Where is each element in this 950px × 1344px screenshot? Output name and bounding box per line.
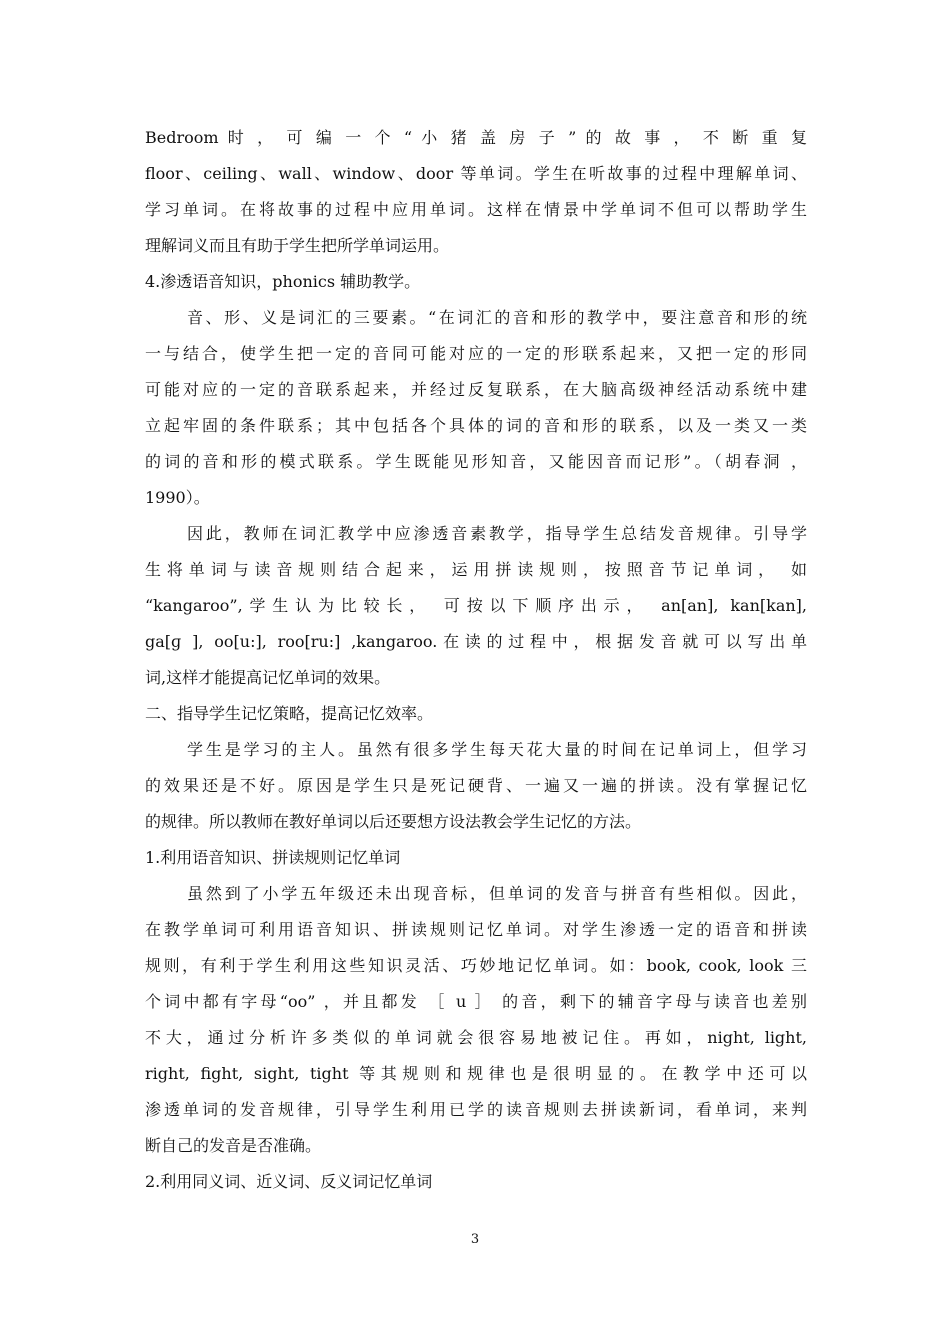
text-line: 音、形、义是词汇的三要素。“在词汇的音和形的教学中，要注意音和形的统 <box>187 308 807 327</box>
text-line: 理解词义而且有助于学生把所学单词运用。 <box>145 236 450 255</box>
document-body <box>145 120 807 1200</box>
text-line: 生将单词与读音规则结合起来，运用拼读规则，按照音节记单词， 如 <box>145 560 807 579</box>
text-line: 的规律。所以教师在教好单词以后还要想方设法教会学生记忆的方法。 <box>145 812 642 831</box>
text-line: 的效果还是不好。原因是学生只是死记硬背、一遍又一遍的拼读。没有掌握记忆 <box>145 776 807 795</box>
section-heading: 二、指导学生记忆策略，提高记忆效率。 <box>145 704 434 723</box>
text-line: 在教学单词可利用语音知识、拼读规则记忆单词。对学生渗透一定的语音和拼读 <box>145 920 807 939</box>
section-heading: 1.利用语音知识、拼读规则记忆单词 <box>145 848 401 867</box>
text-line: 不大，通过分析许多类似的单词就会很容易地被记住。再如，night, light, <box>145 1028 807 1047</box>
text-line: “kangaroo”,学生认为比较长， 可按以下顺序出示， an[an], kan[kan], <box>145 596 807 615</box>
text-line: right, fight, sight, tight 等其规则和规律也是很明显的。在教学中还可以 <box>145 1064 807 1083</box>
text-line: 词,这样才能提高记忆单词的效果。 <box>145 668 391 687</box>
text-line: 个词中都有字母“oo” ，并且都发 ［ u ］ 的音，剩下的辅音字母与读音也差别 <box>145 992 807 1011</box>
page-number: 3 <box>470 1232 480 1247</box>
section-heading: 4.渗透语音知识，phonics 辅助教学。 <box>145 272 421 291</box>
text-line: ga[ɡ ], oo[u:], roo[ru:] ,kangaroo.在读的过程中，根据发音就可以写出单 <box>145 632 807 651</box>
text-line: 立起牢固的条件联系；其中包括各个具体的词的音和形的联系，以及一类又一类 <box>145 416 807 435</box>
text-line: 可能对应的一定的音联系起来，并经过反复联系，在大脑高级神经活动系统中建 <box>145 380 807 399</box>
text-line: Bedroom 时 ， 可 编 一 个 “ 小 猪 盖 房 子 ” 的 故 事 ， 不 断 重 复 <box>145 128 807 147</box>
text-line: 1990）。 <box>145 488 210 507</box>
text-line: 渗透单词的发音规律，引导学生利用已学的读音规则去拼读新词，看单词，来判 <box>145 1100 807 1119</box>
text-line: 断自己的发音是否准确。 <box>145 1136 322 1155</box>
text-line: 的词的音和形的模式联系。学生既能见形知音，又能因音而记形”。（胡春洞 ， <box>145 452 807 471</box>
text-line: 学习单词。在将故事的过程中应用单词。这样在情景中学单词不但可以帮助学生 <box>145 200 807 219</box>
text-line: 因此，教师在词汇教学中应渗透音素教学，指导学生总结发音规律。引导学 <box>187 524 807 543</box>
text-line: floor、ceiling、wall、window、door 等单词。学生在听故事的过程中理解单词、 <box>145 164 807 183</box>
text-line: 一与结合，使学生把一定的音同可能对应的一定的形联系起来，又把一定的形同 <box>145 344 807 363</box>
text-line: 学生是学习的主人。虽然有很多学生每天花大量的时间在记单词上，但学习 <box>187 740 807 759</box>
text-line: 规则，有利于学生利用这些知识灵活、巧妙地记忆单词。如：book, cook, look 三 <box>145 956 807 975</box>
section-heading: 2.利用同义词、近义词、反义词记忆单词 <box>145 1172 433 1191</box>
text-line: 虽然到了小学五年级还未出现音标，但单词的发音与拼音有些相似。因此， <box>187 884 807 903</box>
